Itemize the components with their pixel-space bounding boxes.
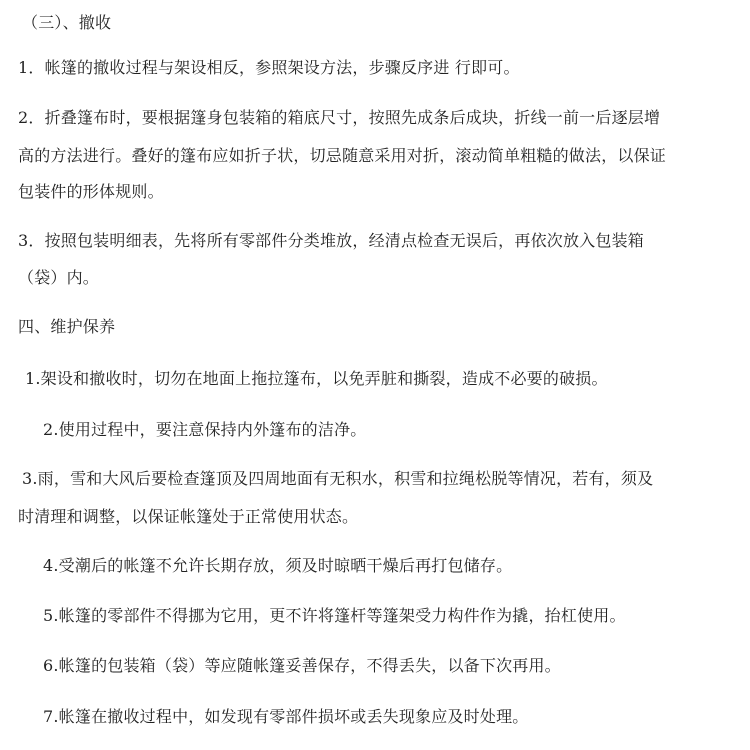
section-three-heading: （三）、撤收 <box>22 13 112 32</box>
section-three-item-2-line-1: 2．折叠篷布时，要根据篷身包装箱的箱底尺寸，按照先成条后成块，折线一前一后逐层增 <box>18 108 661 127</box>
section-four-item-1: 1.架设和撤收时，切勿在地面上拖拉篷布，以免弄脏和撕裂，造成不必要的破损。 <box>25 369 608 388</box>
section-three-item-3-line-2: （袋）内。 <box>18 268 100 287</box>
section-three-item-2-line-2: 高的方法进行。叠好的篷布应如折子状，切忌随意采用对折，滚动简单粗糙的做法，以保证 <box>18 146 667 165</box>
section-three-item-2-line-3: 包装件的形体规则。 <box>18 182 164 201</box>
section-four-item-2: 2.使用过程中，要注意保持内外篷布的洁净。 <box>43 420 367 439</box>
section-three-item-3-line-1: 3．按照包装明细表，先将所有零部件分类堆放，经清点检查无误后，再依次放入包装箱 <box>18 231 644 250</box>
section-four-item-7: 7.帐篷在撤收过程中，如发现有零部件损坏或丢失现象应及时处理。 <box>43 707 529 726</box>
section-four-item-6: 6.帐篷的包装箱（袋）等应随帐篷妥善保存，不得丢失，以备下次再用。 <box>43 656 561 675</box>
section-four-item-3-line-2: 时清理和调整，以保证帐篷处于正常使用状态。 <box>18 507 359 526</box>
section-four-heading: 四、维护保养 <box>18 317 116 336</box>
section-four-item-5: 5.帐篷的零部件不得挪为它用，更不许将篷杆等篷架受力构件作为撬，抬杠使用。 <box>43 606 626 625</box>
section-three-item-1-line-1: 1．帐篷的撤收过程与架设相反，参照架设方法，步骤反序进 行即可。 <box>18 58 520 77</box>
section-four-item-3-line-1: 3.雨，雪和大风后要检查篷顶及四周地面有无积水，积雪和拉绳松脱等情况，若有，须及 <box>22 469 654 488</box>
section-four-item-4: 4.受潮后的帐篷不允许长期存放，须及时晾晒干燥后再打包储存。 <box>43 556 513 575</box>
